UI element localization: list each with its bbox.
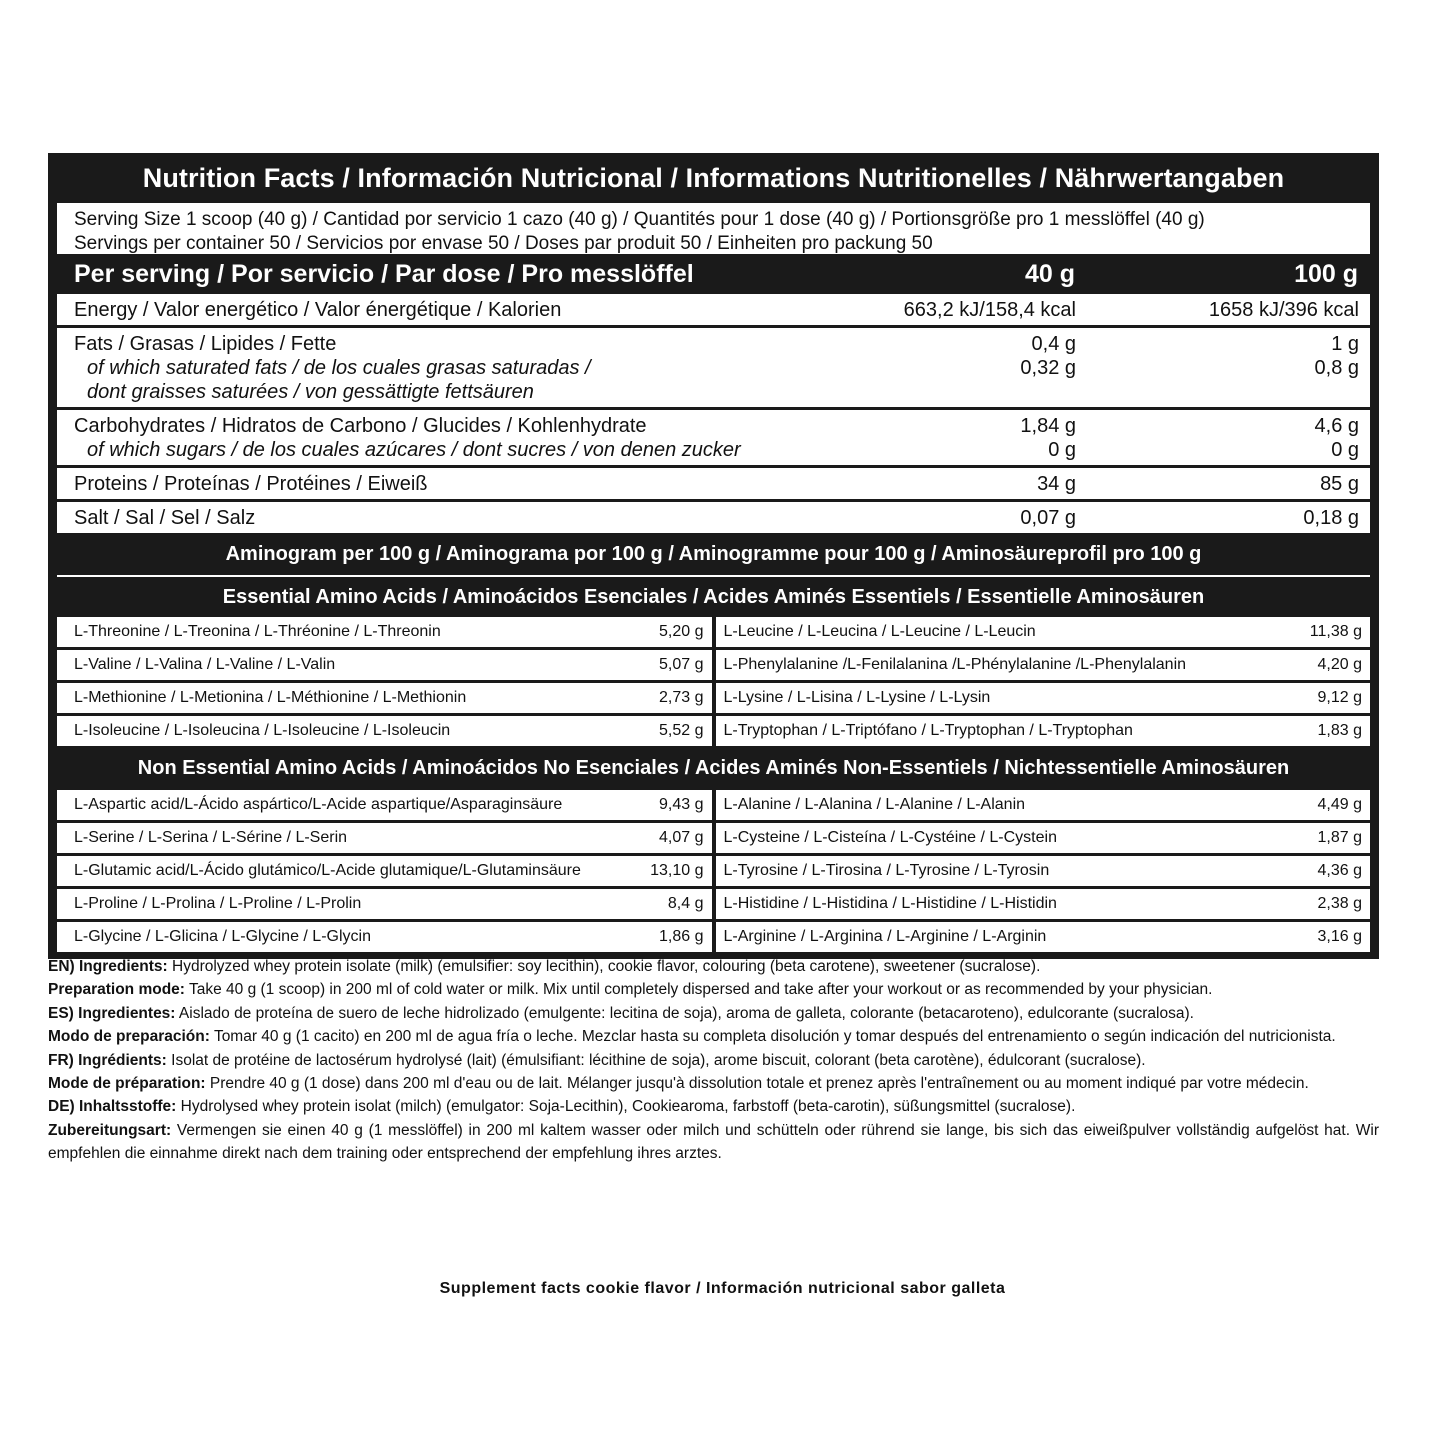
amino-name: L-Histidine / L-Histidina / L-Histidine / L-Histidin <box>723 895 1057 912</box>
amino-name: L-Valine / L-Valina / L-Valine / L-Valin <box>74 656 336 673</box>
nutrient-value-40g: 663,2 kJ/158,4 kcal <box>903 299 1076 321</box>
amino-value: 1,83 g <box>1317 722 1362 739</box>
amino-name: L-Proline / L-Prolina / L-Proline / L-Prolin <box>74 895 362 912</box>
nutrient-value-100g: 1658 kJ/396 kcal <box>1208 299 1359 321</box>
nutrient-row-energy <box>57 294 1370 325</box>
preparation-de: Zubereitungsart: Vermengen sie einen 40 g (1 messlöffel) in 200 ml kaltem wasser oder milch und schütteln oder rührend sie lange, bis sich das eiweißpulver vollständig aufgelöst hat. Wir empfehlen die einnahme direkt nach dem training oder entsprechend der empfehlung ihres arztes. <box>48 1121 1379 1163</box>
amino-value: 8,4 g <box>667 895 704 912</box>
amino-row <box>716 820 1371 853</box>
amino-name: L-Cysteine / L-Cisteína / L-Cystéine / L-Cystein <box>723 829 1057 846</box>
nutrient-row-carbs <box>57 407 1370 465</box>
ingredients-de: DE) Inhaltsstoffe: Hydrolysed whey protein isolat (milch) (emulgator: Soja-Lecithin), Cookiearoma, farbstoff (beta-carotin), süßungsmittel (sucralose). <box>48 1098 1076 1116</box>
amino-name: L-Glycine / L-Glicina / L-Glycine / L-Glycin <box>74 928 371 945</box>
nutrient-label: Salt / Sal / Sel / Salz <box>74 507 256 529</box>
amino-row <box>716 919 1371 952</box>
ingredients-es: ES) Ingredientes: Aislado de proteína de suero de leche hidrolizado (emulgente: lecitina de soja), aroma de galleta, colorante (betacaroteno), edulcorante (sucralosa). <box>48 1004 1194 1022</box>
nutrient-value-100g: 0,8 g <box>1314 357 1359 379</box>
nutrient-value-40g: 0,07 g <box>1020 507 1076 529</box>
nutrient-row-salt <box>57 499 1370 533</box>
nutrient-value-100g: 0 g <box>1331 439 1359 461</box>
amino-name: L-Glutamic acid/L-Ácido glutámico/L-Acide glutamique/L-Glutaminsäure <box>74 862 581 879</box>
amino-name: L-Alanine / L-Alanina / L-Alanine / L-Alanin <box>723 796 1026 813</box>
nonessential-left-column <box>57 790 712 952</box>
amino-name: L-Serine / L-Serina / L-Sérine / L-Serin <box>74 829 348 846</box>
amino-value: 2,38 g <box>1317 895 1362 912</box>
ingredients-fr: FR) Ingrédients: Isolat de protéine de lactosérum hydrolysé (lait) (émulsifiant: lécithine de soja), arome biscuit, colorant (beta carotène), édulcorant (sucralose). <box>48 1051 1146 1069</box>
serving-info <box>57 203 1370 254</box>
nutrient-row-fats <box>57 325 1370 407</box>
amino-row <box>57 680 712 713</box>
amino-name: L-Lysine / L-Lisina / L-Lysine / L-Lysin <box>723 689 991 706</box>
nutrition-label <box>48 153 1379 959</box>
amino-row <box>57 713 712 746</box>
preparation-es: Modo de preparación: Tomar 40 g (1 cacito) en 200 ml de agua fría o leche. Mezclar hasta su completa disolución y tomar después del entrenamiento o según indicación del nutricionista. <box>48 1028 1336 1046</box>
amino-name: L-Aspartic acid/L-Ácido aspártico/L-Acide aspartique/Asparaginsäure <box>74 796 563 813</box>
amino-row <box>716 713 1371 746</box>
amino-name: L-Arginine / L-Arginina / L-Arginine / L-Arginin <box>723 928 1047 945</box>
label-title: Nutrition Facts / Información Nutricional / Informations Nutritionelles / Nährwertangaben <box>142 163 1285 193</box>
nutrient-table <box>57 294 1370 533</box>
essential-right-column <box>716 617 1371 746</box>
amino-name: L-Leucine / L-Leucina / L-Leucine / L-Leucin <box>723 623 1036 640</box>
essential-amino-table <box>57 617 1370 746</box>
amino-value: 4,49 g <box>1317 796 1362 813</box>
nutrient-value-100g: 1 g <box>1331 333 1359 355</box>
amino-name: L-Threonine / L-Treonina / L-Thréonine / L-Threonin <box>74 623 441 640</box>
nutrient-row-protein <box>57 465 1370 499</box>
nonessential-amino-title: Non Essential Amino Acids / Aminoácidos No Esenciales / Acides Aminés Non-Essentiels / Nichtessentielle Aminosäuren <box>137 757 1290 779</box>
amino-row <box>57 820 712 853</box>
amino-name: L-Tryptophan / L-Triptófano / L-Tryptophan / L-Tryptophan <box>723 722 1133 739</box>
amino-value: 4,07 g <box>659 829 704 846</box>
amino-value: 5,07 g <box>659 656 704 673</box>
col-100g-header: 100 g <box>1294 260 1358 288</box>
amino-value: 11,38 g <box>1309 623 1362 640</box>
essential-amino-title: Essential Amino Acids / Aminoácidos Esenciales / Acides Aminés Essentiels / Essentielle Aminosäuren <box>57 575 1370 617</box>
nutrient-value-100g: 4,6 g <box>1314 415 1359 437</box>
essential-left-column <box>57 617 712 746</box>
amino-value: 5,52 g <box>659 722 704 739</box>
amino-row <box>716 680 1371 713</box>
amino-row <box>716 617 1371 647</box>
nutrient-label: Proteins / Proteínas / Protéines / Eiweiß <box>74 473 428 495</box>
amino-name: L-Phenylalanine /L-Fenilalanina /L-Phénylalanine /L-Phenylalanin <box>723 656 1187 673</box>
nutrient-label: of which saturated fats / de los cuales grasas saturadas / <box>87 357 591 379</box>
amino-value: 3,16 g <box>1317 928 1362 945</box>
per-serving-header <box>48 254 1379 294</box>
amino-value: 1,86 g <box>659 928 704 945</box>
amino-value: 2,73 g <box>659 689 704 706</box>
amino-value: 4,36 g <box>1317 862 1362 879</box>
amino-value: 13,10 g <box>650 862 704 879</box>
amino-row <box>57 853 712 886</box>
amino-row <box>57 617 712 647</box>
amino-name: L-Methionine / L-Metionina / L-Méthionine / L-Methionin <box>74 689 467 706</box>
nonessential-right-column <box>716 790 1371 952</box>
amino-row <box>716 790 1371 820</box>
amino-name: L-Tyrosine / L-Tirosina / L-Tyrosine / L-Tyrosin <box>723 862 1050 879</box>
amino-value: 1,87 g <box>1317 829 1362 846</box>
amino-value: 9,43 g <box>659 796 704 813</box>
nonessential-amino-table <box>57 790 1370 959</box>
per-serving-label: Per serving / Por servicio / Par dose / Pro messlöffel <box>74 260 694 288</box>
nutrient-label: of which sugars / de los cuales azúcares / dont sucres / von denen zucker <box>87 439 741 461</box>
nutrient-label: Energy / Valor energético / Valor énergétique / Kalorien <box>74 299 562 321</box>
amino-row <box>716 853 1371 886</box>
nutrient-value-40g: 1,84 g <box>1020 415 1076 437</box>
nutrient-value-40g: 34 g <box>1037 473 1076 495</box>
amino-row <box>716 647 1371 680</box>
serving-size: Serving Size 1 scoop (40 g) / Cantidad por servicio 1 cazo (40 g) / Quantités pour 1 dose (40 g) / Portionsgröße pro 1 messlöffel (40 g) <box>74 209 1205 230</box>
ingredients-en: EN) Ingredients: Hydrolyzed whey protein isolate (milk) (emulsifier: soy lecithin), cookie flavor, colouring (beta carotene), sweetener (sucralose). <box>48 958 1041 975</box>
preparation-en: Preparation mode: Take 40 g (1 scoop) in 200 ml of cold water or milk. Mix until completely dispersed and take after your workout or as recommended by your physician. <box>48 981 1213 999</box>
nutrient-value-40g: 0,4 g <box>1031 333 1076 355</box>
amino-name: L-Isoleucine / L-Isoleucina / L-Isoleucine / L-Isoleucin <box>74 722 451 739</box>
footer-caption: Supplement facts cookie flavor / Información nutricional sabor galleta <box>439 1280 1006 1297</box>
nutrient-value-40g: 0,32 g <box>1020 357 1076 379</box>
amino-row <box>57 919 712 952</box>
amino-row <box>57 790 712 820</box>
amino-row <box>57 647 712 680</box>
nutrient-label: dont graisses saturées / von gessättigte fettsäuren <box>87 381 534 403</box>
amino-value: 9,12 g <box>1317 689 1362 706</box>
nutrient-value-40g: 0 g <box>1048 439 1076 461</box>
col-40g-header: 40 g <box>1024 260 1075 288</box>
servings-per-container: Servings per container 50 / Servicios por envase 50 / Doses par produit 50 / Einheiten pro packung 50 <box>74 233 933 254</box>
ingredients-text <box>48 955 1379 1166</box>
nutrient-value-100g: 85 g <box>1320 473 1359 495</box>
preparation-fr: Mode de préparation: Prendre 40 g (1 dose) dans 200 ml d'eau ou de lait. Mélanger jusqu'à dissolution totale et prenez après l'entraînement ou au moment indiqué par votre médecin. <box>48 1075 1309 1093</box>
aminogram-title: Aminogram per 100 g / Aminograma por 100 g / Aminogramme pour 100 g / Aminosäureprofil pro 100 g <box>225 543 1202 565</box>
amino-row <box>716 886 1371 919</box>
nutrient-value-100g: 0,18 g <box>1303 507 1359 529</box>
amino-row <box>57 886 712 919</box>
nutrient-label: Carbohydrates / Hidratos de Carbono / Glucides / Kohlenhydrate <box>74 415 647 437</box>
amino-value: 5,20 g <box>659 623 704 640</box>
nutrient-label: Fats / Grasas / Lipides / Fette <box>74 333 337 355</box>
amino-value: 4,20 g <box>1317 656 1362 673</box>
